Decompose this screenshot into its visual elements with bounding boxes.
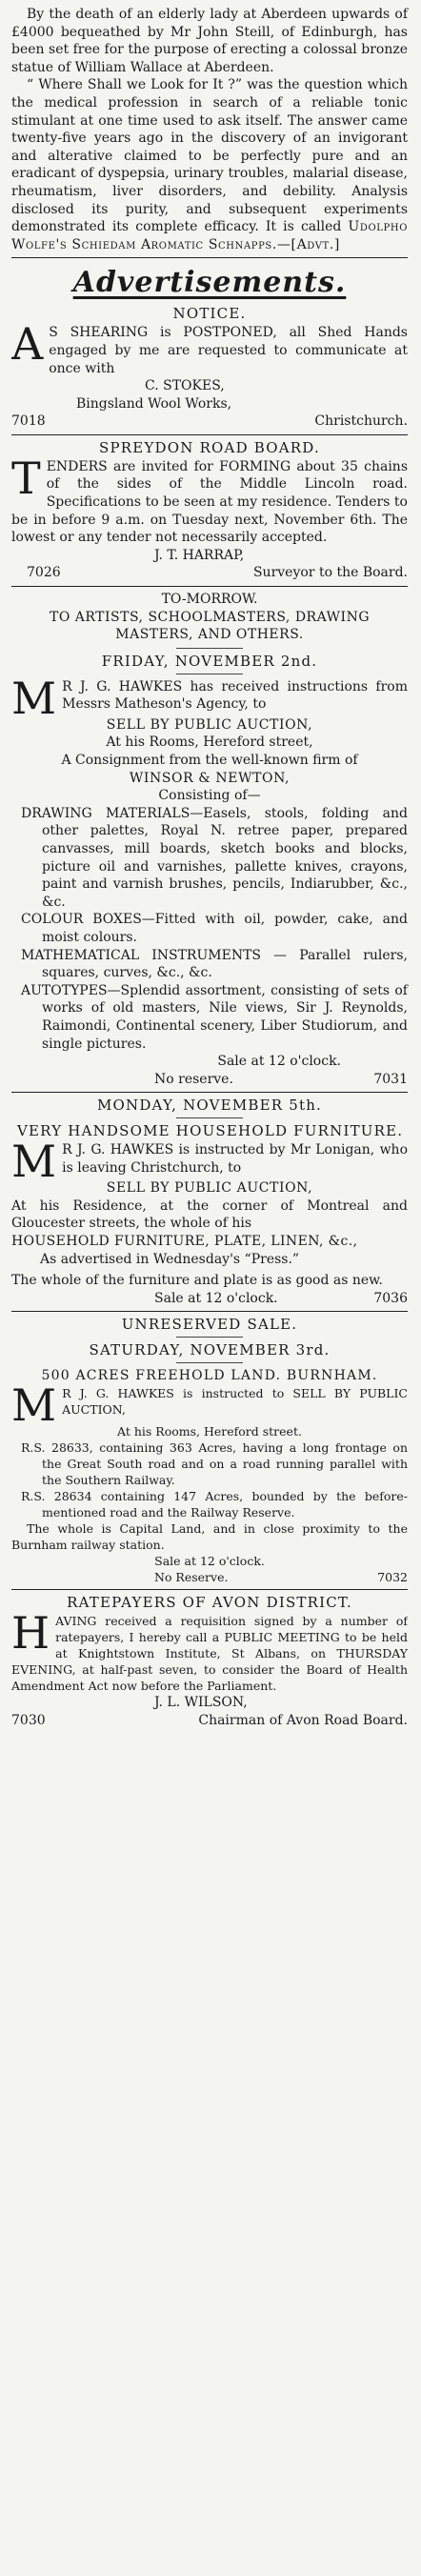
drop-cap: M [11, 1141, 57, 1180]
divider [176, 1117, 243, 1118]
consisting-of: Consisting of— [158, 788, 261, 804]
sale-items: HOUSEHOLD FURNITURE, PLATE, LINEN, &c., [11, 1234, 358, 1250]
item-autotypes: AUTOTYPES—Splendid assortment, consisting of sets of works of old masters, Nile views, Sir J. Reynolds, Raimondi, Continental scenery, Liber Studiorum, and single pictures. [21, 982, 408, 1052]
signature-name: J. T. HARRAP, [154, 547, 245, 563]
signature-name: C. STOKES, [145, 378, 225, 394]
reserve-note: No Reserve. [154, 1570, 229, 1585]
ad-number: 7026 [27, 565, 61, 581]
lot-rs-28633: R.S. 28633, containing 363 Acres, having a long frontage on the Great South road and on a road running parallel with the Southern Railway. [21, 1440, 408, 1488]
lot-rs-28634: R.S. 28634 containing 147 Acres, bounded by the before-mentioned road and the Railway Reserve. [21, 1489, 408, 1520]
ad-body: AVING received a requisition signed by a number of ratepayers, I hereby call a PUBLIC MEETING to be held at Knightstown Institute, St Albans, on THURSDAY EVENING, at half-past seven, to consider the Board of Health Amendment Act now before the Parliament. [11, 1614, 408, 1694]
ad-body: R J. G. HAWKES has received instructions from Messrs Matheson's Agency, to [62, 678, 408, 713]
ad-date: SATURDAY, NOVEMBER 3rd. [89, 1341, 331, 1359]
ad-body: S SHEARING is POSTPONED, all Shed Hands engaged by me are requested to communicate at once with [49, 325, 408, 376]
schnapps-advt: Udolpho Wolfe's Schiedam Aromatic Schnapps.—[Advt.] [11, 219, 408, 252]
divider [11, 257, 408, 258]
ad-title: NOTICE. [172, 305, 247, 323]
drop-cap: A [11, 324, 44, 371]
sale-time: Sale at 12 o'clock. [154, 1290, 278, 1306]
ad-number: 7032 [377, 1570, 408, 1585]
signature-name: J. L. WILSON, [154, 1695, 248, 1711]
reserve-note: No reserve. [154, 1071, 233, 1087]
ad-date: MONDAY, NOVEMBER 5th. [96, 1097, 323, 1115]
drop-cap: T [11, 457, 41, 504]
item-drawing-materials: DRAWING MATERIALS—Easels, stools, folding and other palettes, Royal N. retree paper, prepared canvasses, mill boards, sketch books and blocks, picture oil and varnishes, pallette knives, crayons, paint and varnish brushes, pencils, Indiarubber, &c., &c. [21, 805, 408, 910]
drop-cap: H [11, 1613, 50, 1660]
signature-role: Surveyor to the Board. [252, 565, 408, 581]
news-paragraph-wallace: By the death of an elderly lady at Aberdeen upwards of £4000 bequeathed by Mr John Steill, of Edinburgh, has been set free for the purpose of erecting a colossal bronze statue of William Wallace at Aberdeen. [11, 7, 408, 75]
ad-unreserved-sale [11, 1316, 408, 1585]
ad-household-furniture [11, 1097, 408, 1307]
ad-title: UNRESERVED SALE. [121, 1316, 298, 1334]
advertised-note: As advertised in Wednesday's “Press.” [40, 1251, 300, 1267]
land-note: The whole is Capital Land, and in close proximity to the Burnham railway station. [11, 1521, 408, 1553]
ad-number: 7031 [373, 1071, 408, 1087]
signature-address: Bingsland Wool Works, [76, 395, 232, 412]
divider [176, 648, 243, 649]
schnapps-text: “ Where Shall we Look for It ?” was the question which the medical profession in search of a reliable tonic stimulant at one time used to ask itself. The answer came twenty-five years ago in the discovery of an invigorant and alterative claimed to be perfectly pure and an eradicant of dyspepsia, urinary troubles, malarial disease, rheumatism, liver disorders, and debility. Analysis disclosed its purity, and subsequent experiments demonstrated its complete efficacy. It is called [11, 77, 408, 235]
ad-title: RATEPAYERS OF AVON DISTRICT. [67, 1594, 352, 1612]
sell-heading: SELL BY PUBLIC AUCTION, [106, 1180, 313, 1197]
sale-time: Sale at 12 o'clock. [154, 1554, 265, 1569]
ad-body: R J. G. HAWKES is instructed to SELL BY PUBLIC AUCTION, [62, 1386, 408, 1418]
ad-number: 7030 [11, 1712, 46, 1728]
drop-cap: M [11, 1385, 57, 1424]
divider [11, 586, 408, 587]
ad-winsor-newton-auction [11, 591, 408, 1088]
ad-body: R J. G. HAWKES is instructed by Mr Lonigan, who is leaving Christchurch, to [62, 1142, 408, 1176]
ad-day: TO-MORROW. [161, 592, 258, 608]
ad-title: VERY HANDSOME HOUSEHOLD FURNITURE. [17, 1122, 404, 1140]
divider [11, 1311, 408, 1312]
ad-date: FRIDAY, NOVEMBER 2nd. [101, 652, 318, 670]
divider [11, 1589, 408, 1590]
sell-heading: SELL BY PUBLIC AUCTION, [106, 716, 313, 733]
divider [176, 1362, 243, 1363]
ad-title: SPREYDON ROAD BOARD. [99, 438, 320, 456]
ad-avon-ratepayers [11, 1594, 408, 1729]
ad-number: 7018 [11, 413, 46, 430]
news-paragraph-schnapps [11, 76, 408, 253]
land-heading: 500 ACRES FREEHOLD LAND. BURNHAM. [41, 1368, 378, 1384]
auction-location: At his Rooms, Hereford street, [106, 735, 313, 751]
item-mathematical-instruments: MATHEMATICAL INSTRUMENTS — Parallel rulers, squares, curves, &c., &c. [21, 947, 408, 981]
ad-audience: TO ARTISTS, SCHOOLMASTERS, DRAWING MASTERS, AND OTHERS. [49, 609, 370, 643]
consignment-line: A Consignment from the well-known firm of [61, 753, 358, 768]
ad-notice [11, 305, 408, 431]
divider [11, 434, 408, 435]
signature-city: Christchurch. [314, 413, 408, 430]
item-colour-boxes: COLOUR BOXES—Fitted with oil, powder, cake, and moist colours. [21, 912, 408, 945]
ad-body: ENDERS are invited for FORMING about 35 chains of the sides of the Middle Lincoln road. Specifications to be seen at my residence. Tenders to be in before 9 a.m. on Tuesday next, November 6th. The lowest or any tender not necessarily accepted. [11, 458, 408, 546]
signature-role: Chairman of Avon Road Board. [198, 1712, 408, 1728]
advertisements-banner: Advertisements. [72, 266, 347, 300]
divider [176, 1337, 243, 1338]
condition-note: The whole of the furniture and plate is as good as new. [11, 1273, 383, 1289]
sale-location: At his Residence, at the corner of Montreal and Gloucester streets, the whole of his [11, 1197, 408, 1232]
ad-number: 7036 [373, 1290, 408, 1306]
sale-time: Sale at 12 o'clock. [217, 1054, 341, 1070]
ad-spreydon-road-board [11, 439, 408, 582]
firm-name: WINSOR & NEWTON, [129, 770, 291, 786]
auction-location: At his Rooms, Hereford street. [117, 1424, 302, 1439]
divider [11, 1092, 408, 1093]
drop-cap: M [11, 677, 57, 716]
